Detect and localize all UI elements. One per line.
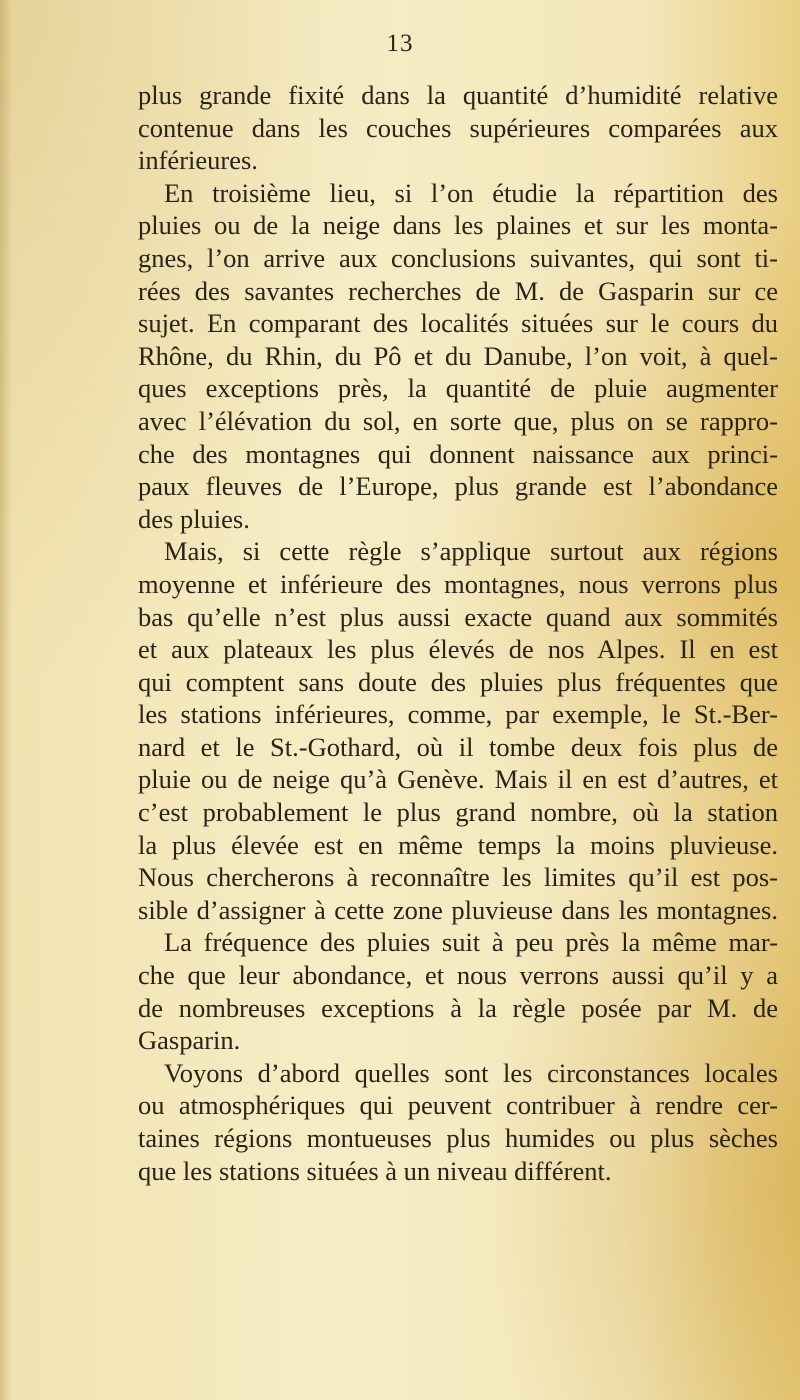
text-line: rées des savantes recherches de M. de Gasparin sur ce — [138, 275, 778, 306]
text-line: che des montagnes qui donnent naissance aux princi- — [138, 438, 778, 469]
text-line: les stations inférieures, comme, par exemple, le St.-Ber- — [138, 699, 778, 730]
text-line: et aux plateaux les plus élevés de nos Alpes. Il en est — [138, 634, 778, 665]
text-line: En troisième lieu, si l’on étudie la répartition des — [164, 177, 778, 208]
page-edge-shadow — [0, 0, 12, 1400]
text-line: pluies ou de la neige dans les plaines et sur les monta- — [138, 210, 778, 241]
text-line: de nombreuses exceptions à la règle posée par M. de — [138, 992, 778, 1023]
text-line: Nous chercherons à reconnaître les limites qu’il est pos- — [138, 862, 778, 893]
body-text — [138, 79, 778, 1187]
text-line: nard et le St.-Gothard, où il tombe deux fois plus de — [138, 731, 778, 762]
text-line: bas qu’elle n’est plus aussi exacte quand aux sommités — [138, 601, 778, 632]
text-line: des pluies. — [138, 503, 250, 534]
text-line: La fréquence des pluies suit à peu près la même mar- — [164, 927, 778, 958]
text-line: Voyons d’abord quelles sont les circonstances locales — [164, 1057, 778, 1088]
text-line: contenue dans les couches supérieures comparées aux — [138, 112, 778, 143]
text-line: ques exceptions près, la quantité de pluie augmenter — [138, 373, 778, 404]
text-line: ou atmosphériques qui peuvent contribuer à rendre cer- — [138, 1090, 778, 1121]
text-line: qui comptent sans doute des pluies plus fréquentes que — [138, 666, 778, 697]
text-line: Gasparin. — [138, 1025, 241, 1056]
text-line: paux fleuves de l’Europe, plus grande est l’abondance — [138, 471, 778, 502]
text-line: pluie ou de neige qu’à Genève. Mais il en est d’autres, et — [138, 764, 778, 795]
text-line: avec l’élévation du sol, en sorte que, plus on se rappro- — [138, 405, 778, 436]
text-line: sible d’assigner à cette zone pluvieuse dans les montagnes. — [138, 894, 778, 925]
text-line: inférieures. — [138, 145, 258, 176]
text-line: gnes, l’on arrive aux conclusions suivantes, qui sont ti- — [138, 242, 778, 273]
text-line: Mais, si cette règle s’applique surtout aux régions — [164, 536, 778, 567]
page-number: 13 — [386, 30, 414, 57]
text-line: taines régions montueuses plus humides ou plus sèches — [138, 1123, 778, 1153]
text-line: sujet. En comparant des localités situées sur le cours du — [138, 308, 778, 339]
text-line: moyenne et inférieure des montagnes, nous verrons plus — [138, 568, 778, 599]
text-line: plus grande fixité dans la quantité d’humidité relative — [138, 80, 778, 110]
text-line: c’est probablement le plus grand nombre, où la station — [138, 797, 778, 828]
text-line: che que leur abondance, et nous verrons aussi qu’il y a — [138, 960, 778, 991]
text-line: que les stations situées à un niveau différent. — [138, 1155, 612, 1186]
text-line: Rhône, du Rhin, du Pô et du Danube, l’on voit, à quel- — [138, 340, 778, 371]
text-line: la plus élevée est en même temps la moins pluvieuse. — [138, 829, 778, 860]
